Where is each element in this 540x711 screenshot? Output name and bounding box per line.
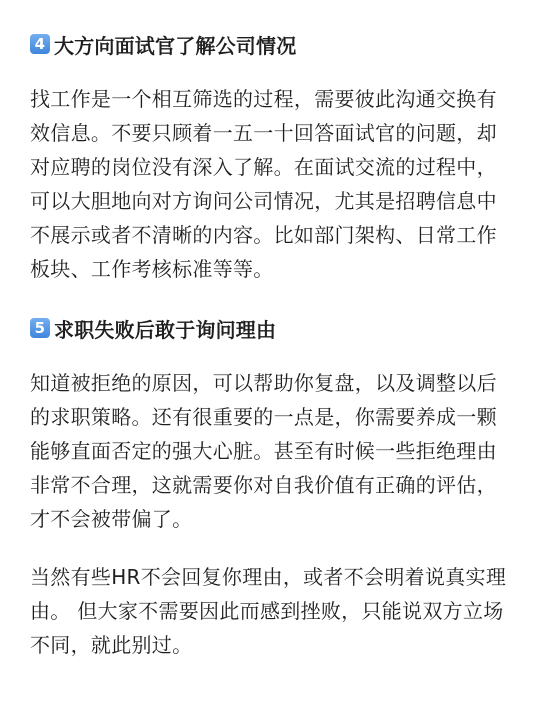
number-5-icon: 5 <box>30 318 50 338</box>
section-5-paragraph <box>30 366 512 536</box>
paragraph-line: 由。 但大家不需要因此而感到挫败，只能说双方立场 <box>30 599 504 623</box>
spacer <box>30 62 512 82</box>
paragraph-line: 能够直面否定的强大心脏。甚至有时候一些拒绝理由 <box>30 439 497 463</box>
paragraph-line: 效信息。不要只顾着一五一十回答面试官的问题，却 <box>30 121 497 145</box>
paragraph-line: 不展示或者不清晰的内容。比如部门架构、日常工作 <box>30 223 497 247</box>
section-heading-5 <box>30 310 512 346</box>
spacer <box>30 346 512 366</box>
section-heading-text: 求职失败后敢于询问理由 <box>54 317 277 342</box>
paragraph-line: 板块、工作考核标准等等。 <box>30 257 274 281</box>
spacer <box>30 536 512 560</box>
paragraph-line: 的求职策略。还有很重要的一点是，你需要养成一颗 <box>30 405 497 429</box>
paragraph-line: 知道被拒绝的原因，可以帮助你复盘，以及调整以后 <box>30 371 497 395</box>
paragraph-line: 才不会被带偏了。 <box>30 507 193 531</box>
section-4-paragraph <box>30 82 512 286</box>
section-5-followup-paragraph <box>30 560 512 662</box>
paragraph-line: 非常不合理，这就需要你对自我价值有正确的评估， <box>30 473 497 497</box>
paragraph-line: 对应聘的岗位没有深入了解。在面试交流的过程中， <box>30 155 497 179</box>
section-heading-4 <box>30 26 512 62</box>
paragraph-line: 可以大胆地向对方询问公司情况，尤其是招聘信息中 <box>30 189 497 213</box>
spacer <box>30 286 512 310</box>
paragraph-line: 不同，就此别过。 <box>30 633 193 657</box>
number-4-icon: 4 <box>30 34 50 54</box>
paragraph-line: 找工作是一个相互筛选的过程，需要彼此沟通交换有 <box>30 87 497 111</box>
section-heading-text: 大方向面试官了解公司情况 <box>54 33 297 58</box>
paragraph-line: 当然有些HR不会回复你理由，或者不会明着说真实理 <box>30 565 507 589</box>
